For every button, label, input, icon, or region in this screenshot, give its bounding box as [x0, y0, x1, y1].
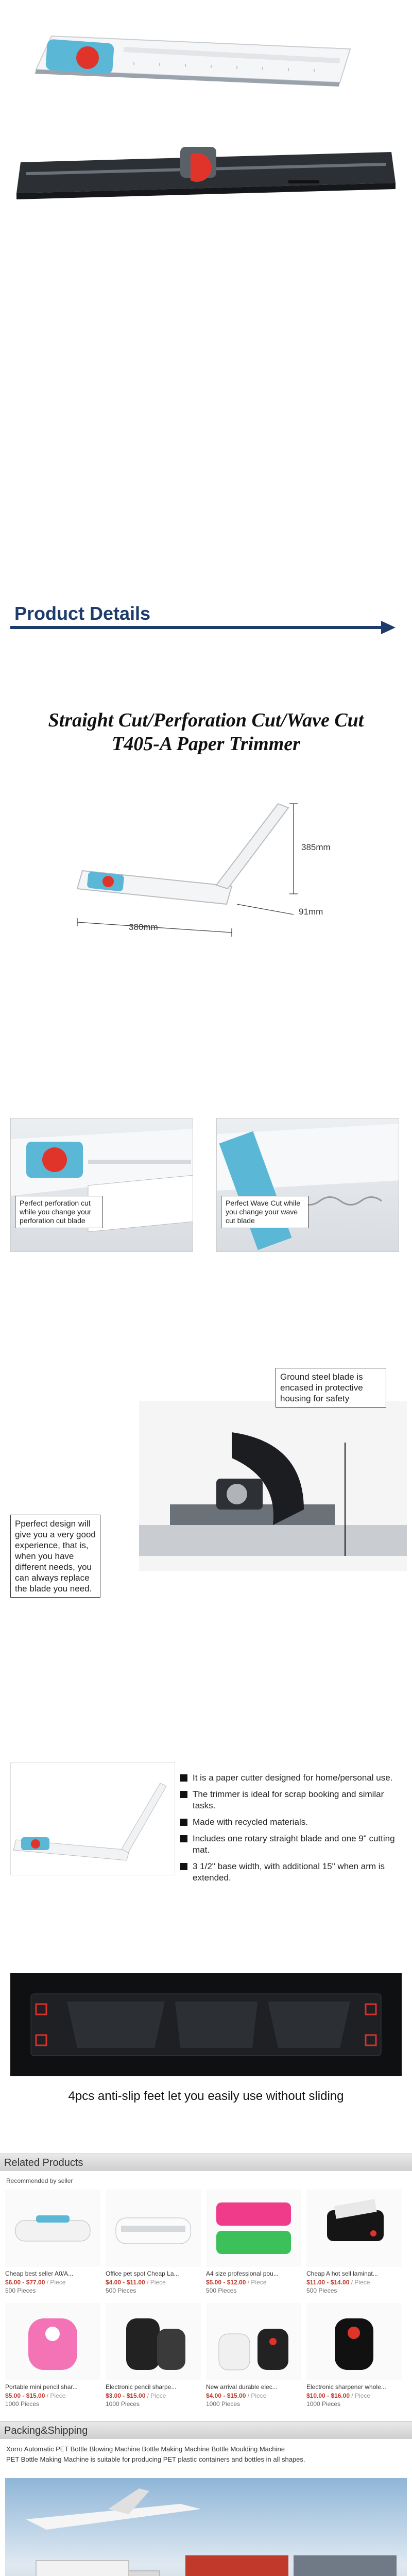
- product-price: $6.00 - $77.00 / Piece: [5, 2279, 66, 2286]
- product-card[interactable]: [206, 2303, 301, 2408]
- product-card[interactable]: [306, 2303, 402, 2408]
- bullet-icon: [180, 1819, 187, 1826]
- product-moq: 500 Pieces: [206, 2287, 237, 2294]
- wave-caption: Perfect Wave Cut while you change your wave cut blade: [221, 1196, 308, 1228]
- product-image[interactable]: [106, 2303, 201, 2380]
- product-title: [0, 708, 412, 756]
- product-price: $10.00 - $16.00 / Piece: [306, 2392, 371, 2399]
- shipping-logistics-photo: [5, 2478, 407, 2576]
- packing-line-1: Xorro Automatic PET Bottle Blowing Machine Bottle Making Machine Bottle Moulding Machine: [6, 2445, 285, 2453]
- wave-cut-photo: [216, 1118, 399, 1252]
- bullet-icon: [180, 1791, 187, 1798]
- banner-arrow-icon: [381, 621, 396, 634]
- product-image[interactable]: [106, 2190, 201, 2267]
- feature-item: 3 1/2" base width, with additional 15" when arm is extended.: [180, 1861, 397, 1884]
- product-name[interactable]: Portable mini pencil shar...: [5, 2383, 78, 2391]
- feature-item: Made with recycled materials.: [180, 1817, 397, 1828]
- feature-product-photo: [10, 1762, 175, 1875]
- banner-underline: [10, 626, 386, 629]
- feature-item: It is a paper cutter designed for home/personal use.: [180, 1772, 397, 1784]
- product-name[interactable]: A4 size professional pou...: [206, 2270, 279, 2277]
- product-image[interactable]: [306, 2303, 402, 2380]
- blade-housing-photo: [139, 1401, 407, 1571]
- packing-line-2: PET Bottle Making Machine is suitable for producing PET plastic containers and bottles in all shapes.: [6, 2455, 305, 2463]
- related-products-header: [0, 2154, 412, 2171]
- product-price: $5.00 - $12.00 / Piece: [206, 2279, 267, 2286]
- product-price: $11.00 - $14.00 / Piece: [306, 2279, 370, 2286]
- perforation-caption: Perfect perforation cut while you change your perforation cut blade: [15, 1196, 102, 1228]
- anti-slip-feet-photo: [10, 1973, 402, 2076]
- product-moq: 500 Pieces: [306, 2287, 337, 2294]
- dimension-depth: 91mm: [299, 907, 323, 917]
- product-card[interactable]: [5, 2190, 100, 2294]
- product-price: $4.00 - $11.00 / Piece: [106, 2279, 166, 2286]
- product-card[interactable]: [206, 2190, 301, 2294]
- product-name[interactable]: Office pet spot Cheap La...: [106, 2270, 179, 2277]
- product-image[interactable]: [5, 2303, 100, 2380]
- product-name[interactable]: New arrival durable elec...: [206, 2383, 278, 2391]
- product-moq: 1000 Pieces: [306, 2400, 341, 2408]
- feature-item: Includes one rotary straight blade and one 9" cutting mat.: [180, 1833, 397, 1856]
- product-price: $4.00 - $15.00 / Piece: [206, 2392, 267, 2399]
- bullet-icon: [180, 1774, 187, 1782]
- bullet-icon: [180, 1835, 187, 1842]
- steel-blade-note: Ground steel blade is encased in protective housing for safety: [276, 1368, 386, 1408]
- feature-item: The trimmer is ideal for scrap booking and similar tasks.: [180, 1789, 397, 1811]
- product-name[interactable]: Cheap best seller A0/A...: [5, 2270, 74, 2277]
- blade-design-note: Pperfect design will give you a very good experience, that is, when you have different needs, you can always replace the blade you need.: [10, 1515, 100, 1598]
- product-price: $5.00 - $15.00 / Piece: [5, 2392, 66, 2399]
- hero-section: [0, 0, 412, 252]
- title-line-1: Straight Cut/Perforation Cut/Wave Cut: [48, 709, 364, 731]
- product-name[interactable]: Cheap A hot sell laminat...: [306, 2270, 378, 2277]
- packing-shipping-header: [0, 2421, 412, 2439]
- title-line-2: T405-A Paper Trimmer: [112, 733, 300, 755]
- product-price: $3.00 - $15.00 / Piece: [106, 2392, 166, 2399]
- product-image[interactable]: [206, 2190, 301, 2267]
- product-moq: 1000 Pieces: [106, 2400, 140, 2408]
- product-card[interactable]: [106, 2190, 201, 2294]
- recommended-label: Recommended by seller: [6, 2177, 73, 2184]
- trimmer-photo-top: [31, 21, 360, 98]
- dimension-height: 385mm: [301, 842, 331, 852]
- product-details-banner: Product Details: [14, 603, 151, 624]
- product-card[interactable]: [106, 2303, 201, 2408]
- product-image[interactable]: [306, 2190, 402, 2267]
- product-name[interactable]: Electronic sharpener whole...: [306, 2383, 386, 2391]
- related-products-title: Related Products: [4, 2157, 83, 2168]
- packing-shipping-title: Packing&Shipping: [4, 2425, 88, 2436]
- product-card[interactable]: [5, 2303, 100, 2408]
- perforation-cut-photo: [10, 1118, 193, 1252]
- product-card[interactable]: [306, 2190, 402, 2294]
- product-image[interactable]: [5, 2190, 100, 2267]
- product-name[interactable]: Electronic pencil sharpe...: [106, 2383, 177, 2391]
- dimension-width: 380mm: [129, 922, 158, 932]
- product-moq: 500 Pieces: [106, 2287, 136, 2294]
- product-moq: 1000 Pieces: [206, 2400, 241, 2408]
- product-moq: 1000 Pieces: [5, 2400, 40, 2408]
- trimmer-photo-black: [10, 131, 402, 214]
- dimension-drawing: [62, 783, 371, 969]
- feet-caption: 4pcs anti-slip feet let you easily use without sliding: [68, 2089, 344, 2103]
- feature-list: [180, 1772, 397, 1889]
- product-image[interactable]: [206, 2303, 301, 2380]
- dimension-figure: [62, 783, 371, 969]
- bullet-icon: [180, 1863, 187, 1870]
- product-moq: 500 Pieces: [5, 2287, 36, 2294]
